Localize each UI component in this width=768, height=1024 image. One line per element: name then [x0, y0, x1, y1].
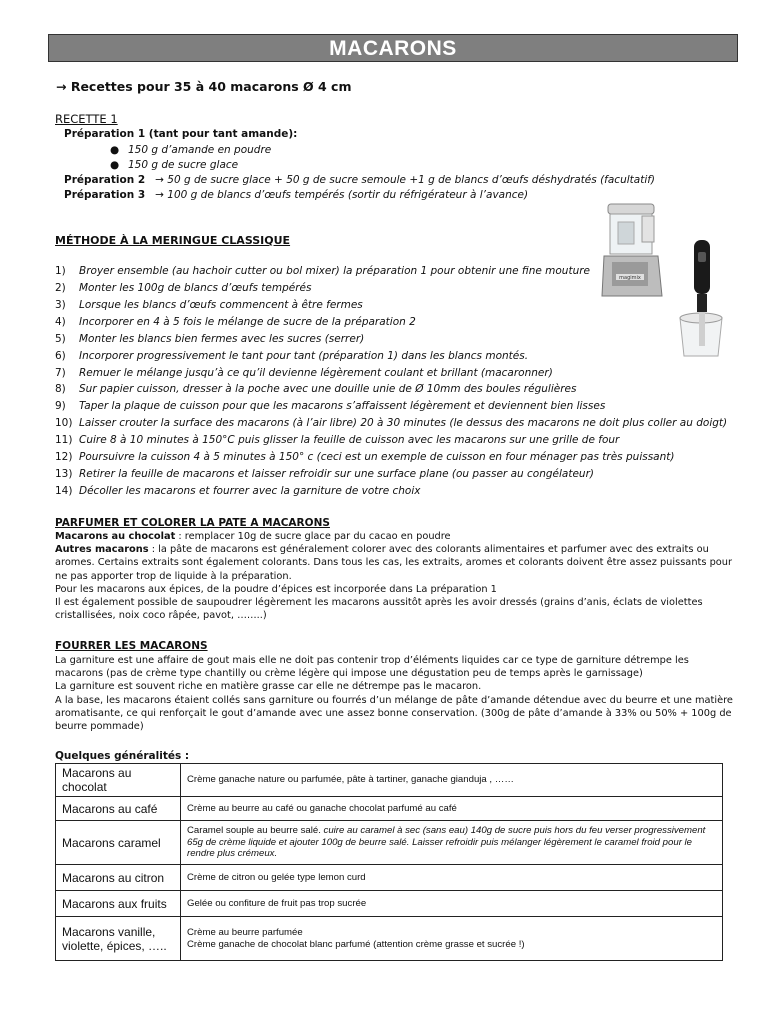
- recette-heading: RECETTE 1: [55, 112, 118, 126]
- macaron-type-cell: Macarons aux fruits: [56, 891, 181, 917]
- step-number: 9): [55, 400, 66, 413]
- prep2-line: Préparation 2 → 50 g de sucre glace + 50 g de sucre semoule +1 g de blancs d’œufs déshydratés (facultatif): [64, 174, 656, 186]
- step-text: Décoller les macarons et fourrer avec la garniture de votre choix: [79, 484, 421, 497]
- filling-cell: Crème au beurre parfumée Crème ganache de chocolat blanc parfumé (attention crème grasse et sucrée !): [181, 917, 723, 961]
- page-title: MACARONS: [48, 34, 738, 62]
- step-number: 4): [55, 315, 66, 328]
- methode-heading: MÉTHODE À LA MERINGUE CLASSIQUE: [55, 234, 291, 247]
- step-text: Incorporer progressivement le tant pour tant (préparation 1) dans les blancs montés.: [79, 349, 529, 362]
- macaron-type-cell: Macarons caramel: [56, 821, 181, 865]
- step-number: 14): [55, 484, 73, 497]
- step-number: 6): [55, 349, 66, 362]
- method-step: [55, 449, 715, 466]
- filling-cell: Crème de citron ou gelée type lemon curd: [181, 865, 723, 891]
- method-step: [55, 381, 715, 398]
- method-step: [55, 314, 715, 331]
- filling-cell: Caramel souple au beurre salé. cuire au caramel à sec (sans eau) 140g de sucre puis hors du feu verser progressivement 65g de crème liquide et ajouter 100g de beurre salé. Laisser refroidir puis mélanger légèrement le caramel froid pour le rendre plus crémeux.: [181, 821, 723, 865]
- method-step: [55, 348, 715, 365]
- step-text: Broyer ensemble (au hachoir cutter ou bol mixer) la préparation 1 pour obtenir une fine mouture: [79, 265, 591, 277]
- generalites-table: [55, 763, 723, 961]
- step-text: Incorporer en 4 à 5 fois le mélange de sucre de la préparation 2: [79, 315, 416, 328]
- step-text: Retirer la feuille de macarons et laisser refroidir sur une surface plane (ou passer au congélateur): [79, 468, 594, 481]
- step-text: Poursuivre la cuisson 4 à 5 minutes à 150° c (ceci est un exemple de cuisson en four ménager pas très puissant): [79, 451, 675, 464]
- prep3-line: Préparation 3 → 100 g de blancs d’œufs tempérés (sortir du réfrigérateur à l’avance): [64, 189, 529, 201]
- step-number: 5): [55, 332, 66, 345]
- step-text: Lorsque les blancs d’œufs commencent à être fermes: [79, 298, 363, 311]
- methode-steps: [55, 263, 728, 500]
- step-number: 7): [55, 366, 66, 379]
- table-row: [56, 865, 723, 891]
- step-number: 10): [55, 417, 73, 430]
- svg-text:magimix: magimix: [619, 275, 641, 281]
- method-step: [55, 432, 715, 449]
- generalites-heading: Quelques généralités :: [55, 750, 190, 762]
- filling-cell: Crème ganache nature ou parfumée, pâte à tartiner, ganache gianduja , ……: [181, 764, 723, 797]
- step-text: Monter les 100g de blancs d’œufs tempérés: [79, 281, 312, 294]
- table-row: [56, 797, 723, 821]
- step-number: 1): [55, 265, 66, 277]
- fourrer-heading: FOURRER LES MACARONS: [55, 640, 208, 652]
- step-number: 11): [55, 434, 73, 447]
- filling-cell: Gelée ou confiture de fruit pas trop sucrée: [181, 891, 723, 917]
- method-step: [55, 398, 715, 415]
- step-text: Cuire 8 à 10 minutes à 150°C puis glisser la feuille de cuisson avec les macarons sur une grille de four: [79, 434, 620, 447]
- method-step: [55, 365, 715, 382]
- step-number: 2): [55, 281, 66, 294]
- step-text: Laisser crouter la surface des macarons (à l’air libre) 20 à 30 minutes (le dessus des macarons ne doit plus coller au doigt): [79, 417, 728, 430]
- method-step: [55, 297, 715, 314]
- step-text: Taper la plaque de cuisson pour que les macarons s’affaissent légèrement et deviennent bien lisses: [79, 400, 606, 413]
- method-step: [55, 280, 715, 297]
- macaron-type-cell: Macarons au chocolat: [56, 764, 181, 797]
- table-row: [56, 821, 723, 865]
- step-text: Monter les blancs bien fermes avec les sucres (serrer): [79, 332, 365, 345]
- fourrer-text: La garniture est une affaire de gout mais elle ne doit pas contenir trop d’éléments liquides car ce type de garniture détrempe les macarons (pas de crème type chantilly ou crème légère qui impose une dégustation peu de temps après le garnissage) La garniture est souvent riche en matière grasse car elle ne détrempe pas le macaron. A la base, les macarons étaient collés sans garniture ou fourrés d’un mélange de pâte d’amande détendue avec du beurre et une matière aromatisante, ce qui renforçait le gout d’amande avec une assez bonne conservation. (300g de pâte d’amande à 33% ou 50% + 100g de beurre pommade): [55, 655, 733, 733]
- step-text: Remuer le mélange jusqu’à ce qu’il devienne légèrement coulant et brillant (macaronner): [79, 366, 553, 379]
- prep1-label: Préparation 1 (tant pour tant amande):: [64, 128, 298, 140]
- step-number: 12): [55, 451, 73, 464]
- step-number: 3): [55, 298, 66, 311]
- prep1-item: ● 150 g de sucre glace: [110, 159, 239, 171]
- method-step: [55, 263, 715, 280]
- step-number: 13): [55, 468, 73, 481]
- method-step: [55, 466, 715, 483]
- method-step: [55, 483, 715, 500]
- table-row: [56, 917, 723, 961]
- table-row: [56, 891, 723, 917]
- method-step: [55, 331, 715, 348]
- filling-cell: Crème au beurre au café ou ganache chocolat parfumé au café: [181, 797, 723, 821]
- parfumer-text: Macarons au chocolat : remplacer 10g de sucre glace par du cacao en poudre Autres macarons : la pâte de macarons est généralement colorer avec des colorants alimentaires et parfumer avec des extraits ou aromes. Certains extraits sont également colorants. Dans tous les cas, les extraits, aromes et colorants doivent être assez puissants pour ne pas apporter trop de liquide à la préparation. Pour les macarons aux épices, de la poudre d’épices est incorporée dans La préparation 1 Il est également possible de saupoudrer légèrement les macarons aussitôt après les avoir dressés (grains d’anis, éclats de violettes cristallisées, noix coco râpée, pavot, ……..): [55, 531, 733, 622]
- macaron-type-cell: Macarons au citron: [56, 865, 181, 891]
- method-step: [55, 415, 728, 432]
- macaron-type-cell: Macarons au café: [56, 797, 181, 821]
- table-row: [56, 764, 723, 797]
- macaron-type-cell: Macarons vanille, violette, épices, …..: [56, 917, 181, 961]
- servings-line: → Recettes pour 35 à 40 macarons Ø 4 cm: [56, 79, 352, 94]
- prep1-item: ● 150 g d’amande en poudre: [110, 144, 272, 156]
- step-text: Sur papier cuisson, dresser à la poche avec une douille unie de Ø 10mm des boules régulières: [79, 383, 577, 396]
- step-number: 8): [55, 383, 66, 396]
- parfumer-heading: PARFUMER ET COLORER LA PATE A MACARONS: [55, 517, 330, 529]
